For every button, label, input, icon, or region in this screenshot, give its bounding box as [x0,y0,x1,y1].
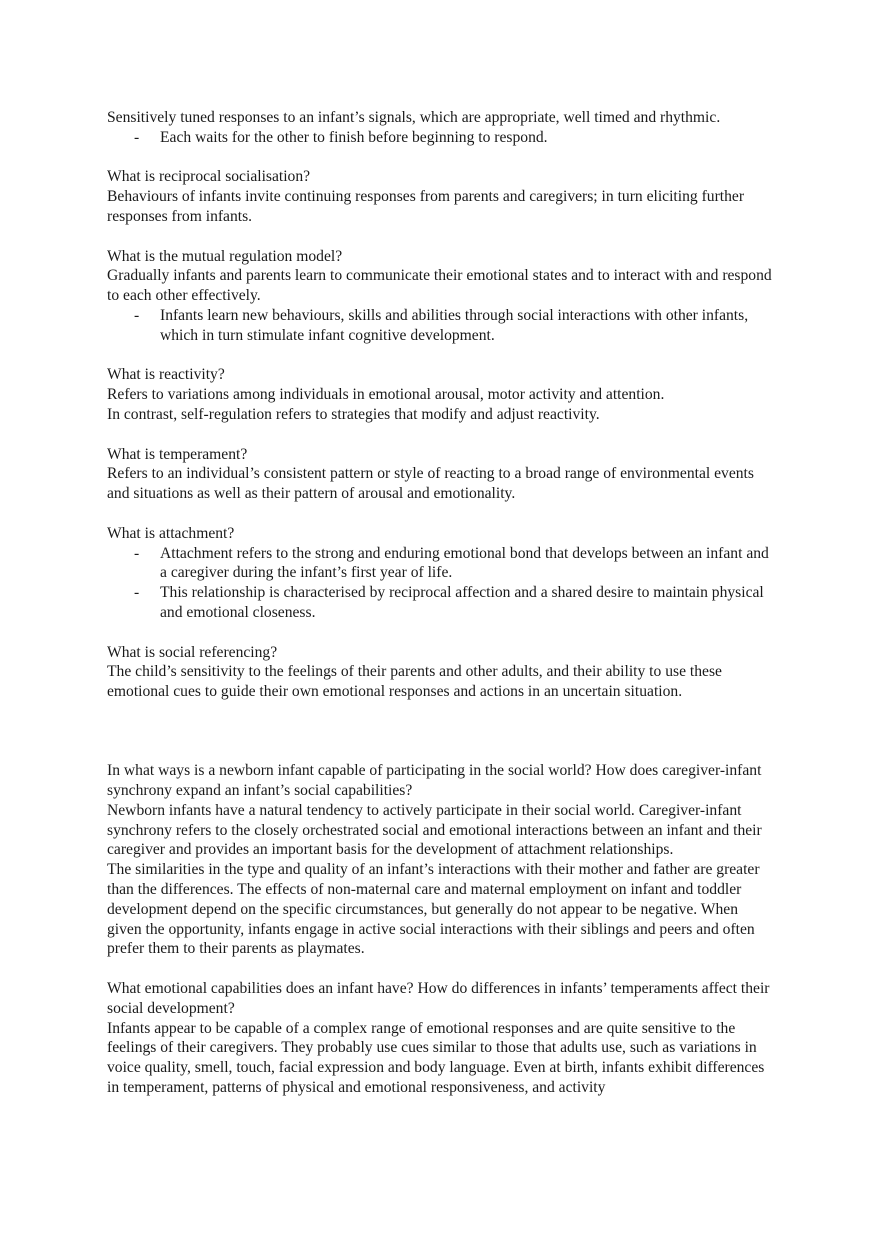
attachment-section [107,524,772,623]
mutual-bullets [107,306,772,346]
reactivity-question: What is reactivity? [107,366,225,384]
social-referencing-answer: The child’s sensitivity to the feelings of their parents and other adults, and their ability to use these emotional cues to guide their own emotional responses and actions in an uncertain situation. [107,663,722,701]
reactivity-answer-2: In contrast, self-regulation refers to strategies that modify and adjust reactivity. [107,405,600,423]
reactivity-section [107,365,772,424]
intro-bullet: - Each waits for the other to finish before beginning to respond. [107,128,772,148]
reciprocal-answer: Behaviours of infants invite continuing responses from parents and caregivers; in turn eliciting further responses from infants. [107,188,745,225]
temperament-section [107,445,772,504]
emotional-answer: Infants appear to be capable of a complex range of emotional responses and are quite sensitive to the feelings of their caregivers. They probably use cues similar to those that adults use, such as variations in voice quality, smell, touch, facial expression and body language. Even at birth, infants exhibit differences in temperament, patterns of physical and emotional responsiveness, and activity [107,1019,765,1097]
mutual-question: What is the mutual regulation model? [107,247,343,265]
newborn-answer-1: Newborn infants have a natural tendency to actively participate in their social world. Caregiver-infant synchrony refers to the closely orchestrated social and emotional interactions between an infant and their caregiver and provides an important basis for the development of attachment relationships. [107,801,762,859]
document-body [107,108,772,1098]
attachment-bullet: - Attachment refers to the strong and enduring emotional bond that develops between an infant and a caregiver during the infant’s first year of life. [107,544,772,584]
newborn-section [107,761,772,959]
reactivity-answer: Refers to variations among individuals in emotional arousal, motor activity and attention. [107,386,665,404]
social-referencing-question: What is social referencing? [107,643,278,661]
emotional-question: What emotional capabilities does an infant have? How do differences in infants’ temperaments affect their social development? [107,980,770,1017]
intro-section [107,108,772,148]
temperament-answer: Refers to an individual’s consistent pattern or style of reacting to a broad range of environmental events and situations as well as their pattern of arousal and emotionality. [107,465,754,503]
emotional-section [107,979,772,1098]
attachment-bullets [107,544,772,623]
mutual-bullet: - Infants learn new behaviours, skills and abilities through social interactions with other infants, which in turn stimulate infant cognitive development. [107,306,772,346]
social-referencing-section [107,643,772,702]
attachment-question: What is attachment? [107,524,235,542]
attachment-bullet: - This relationship is characterised by reciprocal affection and a shared desire to maintain physical and emotional closeness. [107,583,772,623]
reciprocal-question: What is reciprocal socialisation? [107,168,311,186]
temperament-question: What is temperament? [107,445,248,463]
newborn-question: In what ways is a newborn infant capable of participating in the social world? How does caregiver-infant synchrony expand an infant’s social capabilities? [107,762,762,800]
intro-bullets [107,128,772,148]
mutual-answer: Gradually infants and parents learn to communicate their emotional states and to interact with and respond to each other effectively. [107,267,772,305]
reciprocal-section [107,167,772,226]
newborn-answer-2: The similarities in the type and quality of an infant’s interactions with their mother and father are greater than the differences. The effects of non-maternal care and maternal employment on infant and toddler development depend on the specific circumstances, but generally do not appear to be negative. When given the opportunity, infants engage in active social interactions with their siblings and peers and often prefer them to their parents as playmates. [107,861,760,958]
intro-text: Sensitively tuned responses to an infant’s signals, which are appropriate, well timed and rhythmic. [107,109,721,126]
mutual-section [107,247,772,346]
